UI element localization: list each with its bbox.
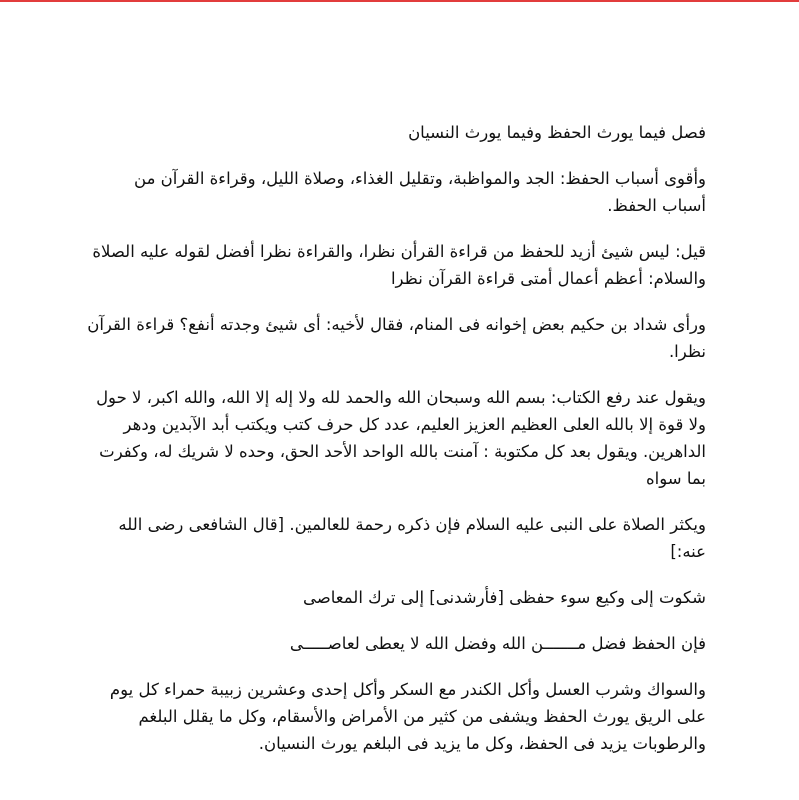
poem-verse-2: فإن الحفظ فضل مـــــــن الله وفضل الله لا يعطى لعاصـــــى: [289, 634, 706, 653]
document-body: [86, 119, 706, 776]
paragraph-siwak-honey: والسواك وشرب العسل وأكل الكندر مع السكر وأكل إحدى وعشرين زبيبة حمراء كل يوم على الريق يورث الحفظ ويشفى من كثير من الأمراض والأسقام، وكل ما يقلل البلغم والرطوبات يزيد فى الحفظ، وكل ما يزيد فى البلغم يورث النسيان.: [109, 680, 706, 753]
paragraph-reading-quran: قيل: ليس شيئ أزيد للحفظ من قراءة القرأن نظرا، والقراءة نظرا أفضل لقوله عليه الصلاة والسلام: أعظم أعمال أمتى قراءة القرآن نظرا: [92, 242, 706, 288]
paragraph-supplication: ويقول عند رفع الكتاب: بسم الله وسبحان الله والحمد لله ولا إله إلا الله، والله اكبر، لا حول ولا قوة إلا بالله العلى العظيم العزيز العليم، عدد كل حرف كتب ويكتب أبد الآبدين ودهر الداهرين. ويقول بعد كل مكتوبة : آمنت بالله الواحد الأحد الحق، وحده لا شريك له، وكفرت بما سواه: [96, 388, 706, 488]
paragraph-causes-of-memory: وأقوى أسباب الحفظ: الجد والمواظبة، وتقليل الغذاء، وصلاة الليل، وقراءة القرآن من أسباب الحفظ.: [134, 169, 706, 215]
paragraph-shaddad-dream: ورأى شداد بن حكيم بعض إخوانه فى المنام، فقال لأخيه: أى شيئ وجدته أنفع؟ قراءة القرآن نظرا.: [87, 315, 706, 361]
section-title: فصل فيما يورث الحفظ وفيما يورث النسيان: [408, 123, 706, 142]
poem-verse-1: شكوت إلى وكيع سوء حفظى [فأرشدنى] إلى ترك المعاصى: [303, 588, 706, 607]
paragraph-salat-on-prophet: ويكثر الصلاة على النبى عليه السلام فإن ذكره رحمة للعالمين. [قال الشافعى رضى الله عنه:]: [118, 515, 706, 561]
top-red-rule: [0, 0, 799, 2]
